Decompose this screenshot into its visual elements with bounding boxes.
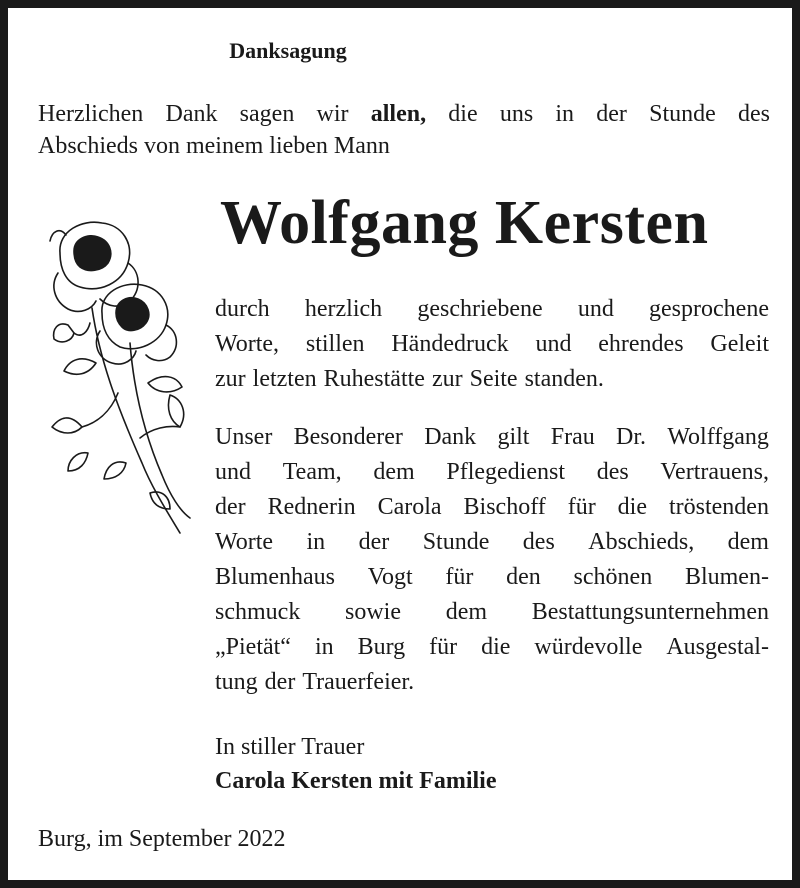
signature-block — [215, 730, 496, 798]
paragraph-2-line: Blumenhaus Vogt für den schönen Blumen- — [215, 564, 769, 590]
intro-text — [38, 98, 770, 162]
intro-word: wir — [316, 101, 349, 127]
signature-line: In stiller Trauer — [215, 734, 365, 760]
intro-word: Herzlichen — [38, 101, 144, 127]
intro-line-1 — [38, 98, 770, 130]
thanks-paragraph-1 — [215, 292, 769, 397]
intro-word: Dank — [165, 101, 218, 127]
paragraph-2-line: tung der Trauerfeier. — [215, 669, 415, 695]
paragraph-2-line: Worte in der Stunde des Abschieds, dem — [215, 529, 769, 555]
signature-family: Carola Kersten mit Familie — [215, 768, 497, 794]
paragraph-1-line: durch herzlich geschriebene und gesprochene — [215, 296, 769, 322]
paragraph-2-line: und Team, dem Pflegedienst des Vertrauens, — [215, 459, 769, 485]
intro-word: die — [448, 101, 478, 127]
intro-word: in — [555, 101, 575, 127]
paragraph-2-line: schmuck sowie dem Bestattungsunternehmen — [215, 599, 769, 625]
intro-word: des — [737, 101, 770, 127]
paragraph-1-line: Worte, stillen Händedruck und ehrendes Geleit — [215, 331, 769, 357]
thanks-paragraph-2 — [215, 420, 769, 700]
intro-word: der — [596, 101, 627, 127]
paragraph-2-line: „Pietät“ in Burg für die würdevolle Ausgestal- — [215, 634, 769, 660]
roses-icon — [30, 213, 195, 548]
paragraph-2-line: der Rednerin Carola Bischoff für die tröstenden — [215, 494, 769, 520]
intro-word: sagen — [239, 101, 295, 127]
paragraph-2-line: Unser Besonderer Dank gilt Frau Dr. Wolffgang — [215, 424, 769, 450]
intro-line-2: Abschieds von meinem lieben Mann — [38, 133, 390, 159]
intro-word: uns — [499, 101, 534, 127]
place-date: Burg, im September 2022 — [38, 826, 286, 852]
deceased-name: Wolfgang Kersten — [220, 189, 709, 257]
paragraph-1-line: zur letzten Ruhestätte zur Seite standen. — [215, 366, 604, 392]
notice-heading: Danksagung — [229, 38, 347, 63]
intro-word: Stunde — [649, 101, 716, 127]
intro-word: allen, — [370, 101, 427, 127]
